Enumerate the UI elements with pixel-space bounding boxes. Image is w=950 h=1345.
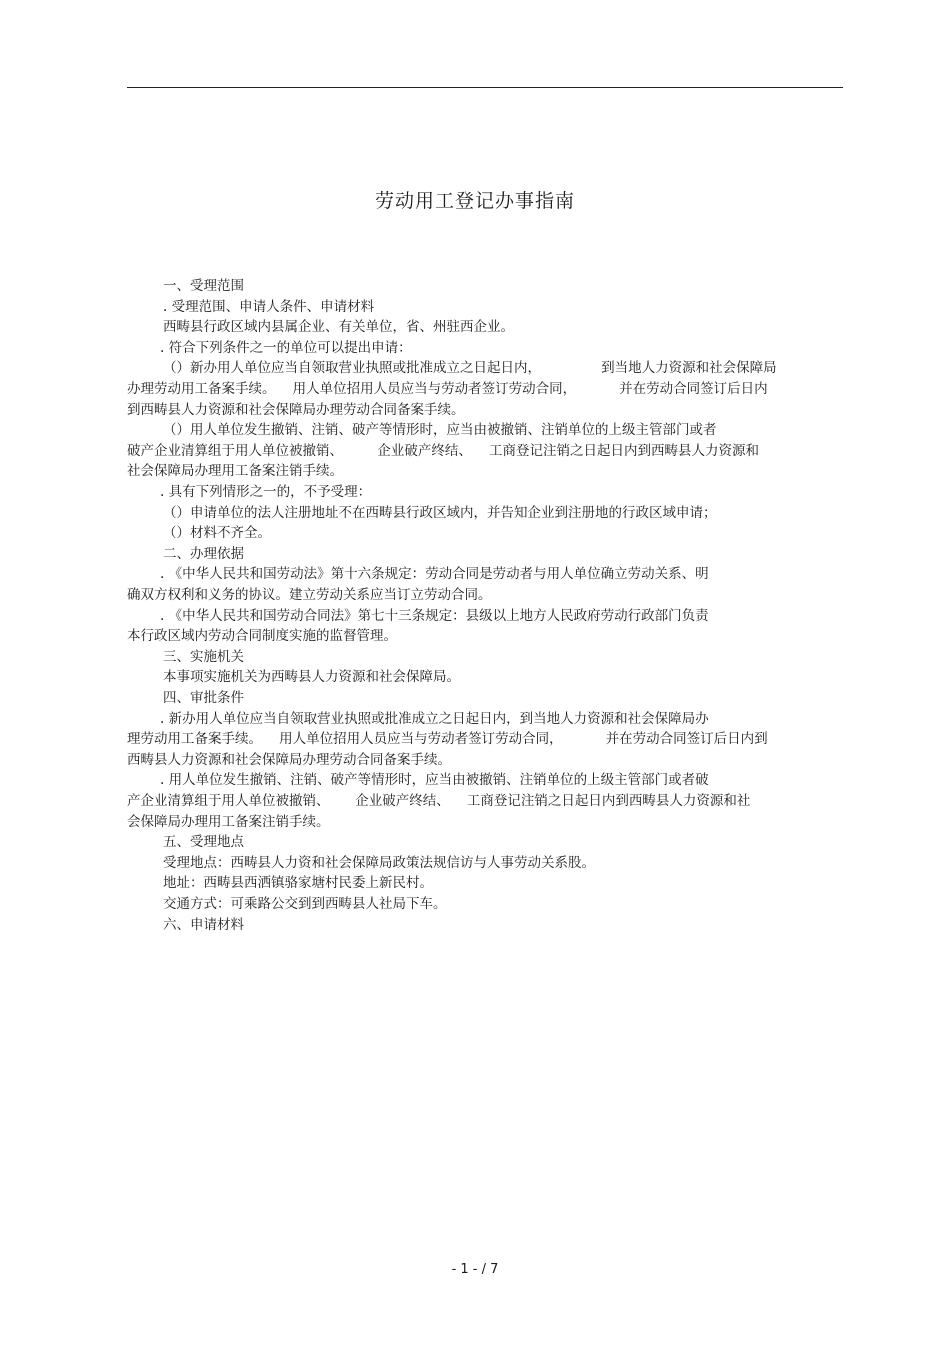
text-line: . 具有下列情形之一的，不予受理： bbox=[160, 484, 372, 500]
text-line: 地址：西畴县西洒镇骆家塘村民委上新民村。 bbox=[163, 875, 433, 892]
text-line: . 《中华人民共和国劳动合同法》第七十三条规定：县级以上地方人民政府劳动行政部门负责 bbox=[160, 607, 709, 624]
text-line: 会保障局办理用工备案注销手续。 bbox=[127, 813, 330, 830]
text-line: . 符合下列条件之一的单位可以提出申请： bbox=[160, 339, 412, 356]
text-line: 一、受理范围 bbox=[163, 278, 244, 294]
text-line: 西畴县人力资源和社会保障局办理劳动合同备案手续。 bbox=[127, 751, 451, 768]
text-line: 四、审批条件 bbox=[163, 690, 244, 706]
document-title: 劳动用工登记办事指南 bbox=[374, 190, 575, 212]
text-line: 五、受理地点 bbox=[163, 834, 244, 851]
text-line: 二、办理依据 bbox=[163, 545, 244, 562]
text-line: . 受理范围、申请人条件、申请材料 bbox=[163, 298, 375, 315]
text-line: （）材料不齐全。 bbox=[163, 525, 271, 542]
text-line: 六、申请材料 bbox=[163, 916, 244, 933]
text-line: 理劳动用工备案手续。 用人单位招用人员应当与劳动者签订劳动合同， 并在劳动合同签订后日内到 bbox=[127, 731, 768, 748]
header-rule bbox=[127, 87, 843, 88]
text-line: （）用人单位发生撤销、注销、破产等情形时，应当由被撤销、注销单位的上级主管部门或者 bbox=[163, 422, 717, 439]
text-line: 产企业清算组于用人单位被撤销、 企业破产终结、 工商登记注销之日起日内到西畴县人力资源和社 bbox=[127, 793, 751, 809]
page-number: - 1 - / 7 bbox=[451, 1262, 499, 1277]
text-line: （）新办用人单位应当自领取营业执照或批准成立之日起日内， 到当地人力资源和社会保障局 bbox=[163, 360, 777, 377]
text-line: 受理地点：西畴县人力资和社会保障局政策法规信访与人事劳动关系股。 bbox=[163, 854, 595, 871]
text-line: . 用人单位发生撤销、注销、破产等情形时，应当由被撤销、注销单位的上级主管部门或者破 bbox=[160, 772, 709, 789]
text-line: 三、实施机关 bbox=[163, 648, 244, 665]
text-line: 社会保障局办理用工备案注销手续。 bbox=[127, 463, 343, 480]
text-line: 本事项实施机关为西畴县人力资源和社会保障局。 bbox=[163, 669, 460, 686]
text-line: 交通方式：可乘路公交到到西畴县人社局下车。 bbox=[163, 896, 447, 912]
text-line: 办理劳动用工备案手续。 用人单位招用人员应当与劳动者签订劳动合同， 并在劳动合同签订后日内 bbox=[127, 381, 768, 397]
text-line: （）申请单位的法人注册地址不在西畴县行政区域内，并告知企业到注册地的行政区域申请； bbox=[163, 504, 717, 521]
text-line: 西畴县行政区域内县属企业、有关单位，省、州驻西企业。 bbox=[163, 319, 514, 336]
text-line: . 《中华人民共和国劳动法》第十六条规定：劳动合同是劳动者与用人单位确立劳动关系、明 bbox=[160, 566, 709, 583]
text-line: 本行政区域内劳动合同制度实施的监督管理。 bbox=[127, 628, 397, 645]
text-line: 确双方权利和义务的协议。建立劳动关系应当订立劳动合同。 bbox=[127, 587, 492, 603]
text-line: 破产企业清算组于用人单位被撤销、 企业破产终结、 工商登记注销之日起日内到西畴县人力资源和 bbox=[127, 442, 759, 459]
text-line: . 新办用人单位应当自领取营业执照或批准成立之日起日内，到当地人力资源和社会保障局办 bbox=[160, 710, 709, 727]
text-line: 到西畴县人力资源和社会保障局办理劳动合同备案手续。 bbox=[127, 401, 465, 418]
